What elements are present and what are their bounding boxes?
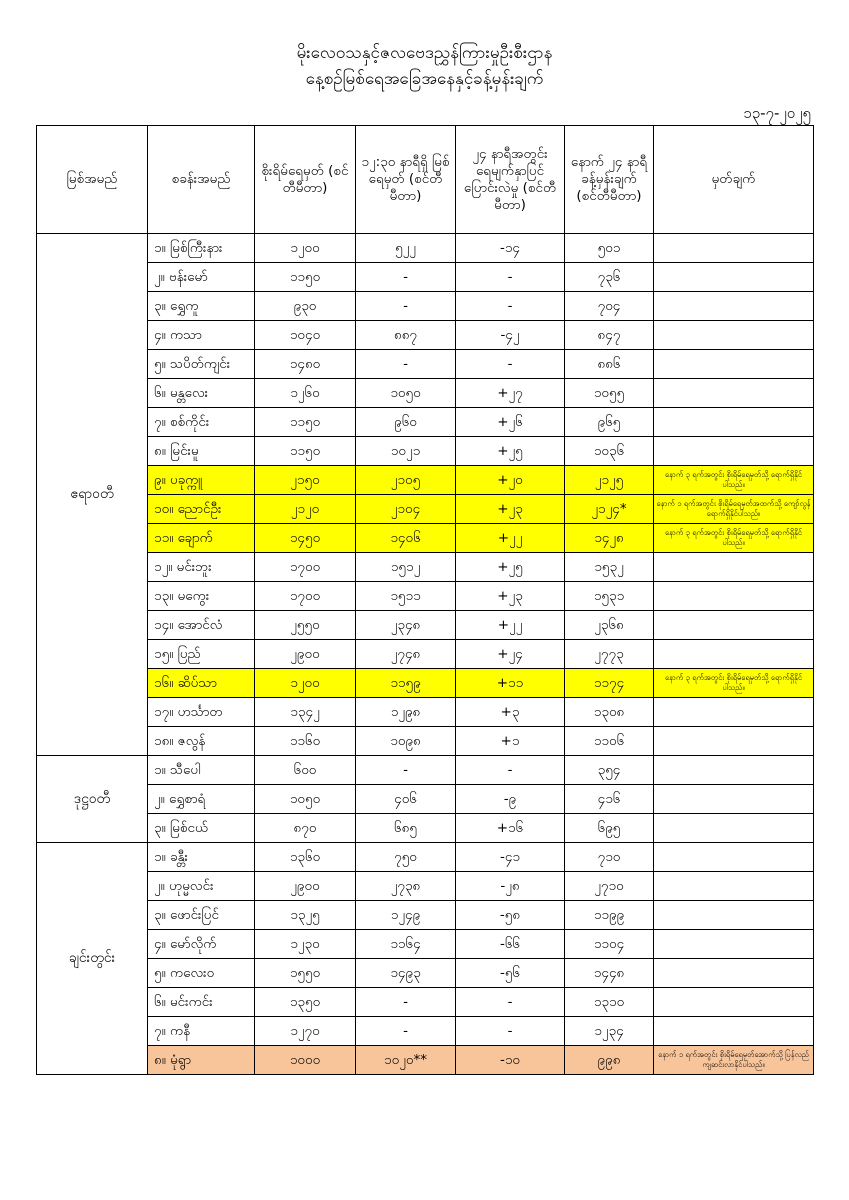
station-cell: ၁။ သီပေါ <box>148 756 255 785</box>
remark-cell <box>654 408 814 437</box>
col-remarks: မှတ်ချက် <box>654 126 814 234</box>
station-cell: ၁။ ခန္တီး <box>148 843 255 872</box>
remark-cell <box>654 727 814 756</box>
station-cell: ၆။ မန္တလေး <box>148 379 255 408</box>
current-level-cell: ၁၀၅၀ <box>356 379 456 408</box>
current-level-cell: ၁၄၀၆ <box>356 524 456 553</box>
org-title: မိုးလေဝသနှင့်ဇလဗေဒညွှန်ကြားမှုဦးစီးဌာန <box>296 43 553 63</box>
river-level-table <box>36 125 814 1075</box>
danger-level-cell: ၁၅၅၀ <box>255 959 356 988</box>
forecast-cell: ၂၃၆၈ <box>565 611 654 640</box>
remark-cell: နောက် ၃ ရက်အတွင်း စိုးရိမ်ရေမှတ်သို့ ရောက်ရှိနိုင်ပါသည်။ <box>654 524 814 553</box>
table-row <box>37 582 814 611</box>
danger-level-cell: ၆၀၀ <box>255 756 356 785</box>
current-level-cell: ၁၁၅၉ <box>356 669 456 698</box>
remark-cell <box>654 698 814 727</box>
current-level-cell: ၈၈၇ <box>356 321 456 350</box>
table-row <box>37 495 814 524</box>
table-row <box>37 611 814 640</box>
table-row <box>37 843 814 872</box>
remark-cell <box>654 814 814 843</box>
current-level-cell: ၅၂၂ <box>356 234 456 263</box>
danger-level-cell: ၁၂၇၀ <box>255 1017 356 1046</box>
change-cell: - <box>456 988 565 1017</box>
forecast-cell: ၁၁၇၄ <box>565 669 654 698</box>
station-cell: ၇။ ကနီ <box>148 1017 255 1046</box>
danger-level-cell: ၁၂၀၀ <box>255 669 356 698</box>
current-level-cell: ၂၃၄၈ <box>356 611 456 640</box>
table-row <box>37 727 814 756</box>
current-level-cell: ၂၁၀၄ <box>356 495 456 524</box>
table-row <box>37 466 814 495</box>
remark-cell <box>654 263 814 292</box>
station-cell: ၄။ မော်လိုက် <box>148 930 255 959</box>
forecast-cell: ၂၁၂၄* <box>565 495 654 524</box>
station-cell: ၈။ မုံရွာ <box>148 1046 255 1075</box>
change-cell: -၄၂ <box>456 321 565 350</box>
table-row <box>37 292 814 321</box>
table-row <box>37 408 814 437</box>
forecast-cell: ၁၄၄၈ <box>565 959 654 988</box>
current-level-cell: - <box>356 988 456 1017</box>
forecast-cell: ၈၈၆ <box>565 350 654 379</box>
remark-cell: နောက် ၃ ရက်အတွင်း စိုးရိမ်ရေမှတ်သို့ ရောက်ရှိနိုင်ပါသည်။ <box>654 466 814 495</box>
river-name-cell: ဧရာဝတီ <box>37 234 148 756</box>
station-cell: ၅။ သပိတ်ကျင်း <box>148 350 255 379</box>
col-station: စခန်းအမည် <box>148 126 255 234</box>
danger-level-cell: ၁၁၅၀ <box>255 263 356 292</box>
danger-level-cell: ၁၀၄၀ <box>255 321 356 350</box>
station-cell: ၃။ မြစ်ငယ် <box>148 814 255 843</box>
station-cell: ၂။ ဗန်းမော် <box>148 263 255 292</box>
danger-level-cell: ၁၀၀၀ <box>255 1046 356 1075</box>
remark-cell <box>654 611 814 640</box>
remark-cell <box>654 785 814 814</box>
change-cell: +၁ <box>456 727 565 756</box>
remark-cell <box>654 553 814 582</box>
change-cell: -၅၈ <box>456 901 565 930</box>
remark-cell <box>654 872 814 901</box>
remark-cell <box>654 582 814 611</box>
river-name-cell: ဒုဋ္ဌဝတီ <box>37 756 148 843</box>
change-cell: - <box>456 292 565 321</box>
change-cell: -၁၄ <box>456 234 565 263</box>
station-cell: ၂။ ရွှေစာရံ <box>148 785 255 814</box>
station-cell: ၃။ ရွှေကူ <box>148 292 255 321</box>
current-level-cell: ၇၅၀ <box>356 843 456 872</box>
header-row <box>37 126 814 234</box>
current-level-cell: ၁၁၆၄ <box>356 930 456 959</box>
forecast-cell: ၁၀၃၆ <box>565 437 654 466</box>
table-row <box>37 1017 814 1046</box>
change-cell: +၂၀ <box>456 466 565 495</box>
change-cell: +၂၆ <box>456 408 565 437</box>
table-row <box>37 379 814 408</box>
current-level-cell: ၂၇၃၈ <box>356 872 456 901</box>
forecast-cell: ၁၄၂၈ <box>565 524 654 553</box>
change-cell: +၂၄ <box>456 640 565 669</box>
forecast-cell: ၂၇၁၀ <box>565 872 654 901</box>
forecast-cell: ၇၁၀ <box>565 843 654 872</box>
change-cell: - <box>456 350 565 379</box>
col-danger-level: စိုးရိမ်ရေမှတ် (စင်တီမီတာ) <box>255 126 356 234</box>
remark-cell <box>654 988 814 1017</box>
station-cell: ၃။ ဖောင်းပြင် <box>148 901 255 930</box>
table-row <box>37 785 814 814</box>
forecast-cell: ၁၅၃၂ <box>565 553 654 582</box>
forecast-cell: ၂၁၂၅ <box>565 466 654 495</box>
station-cell: ၁။ မြစ်ကြီးနား <box>148 234 255 263</box>
remark-cell <box>654 901 814 930</box>
station-cell: ၄။ ကသာ <box>148 321 255 350</box>
table-row <box>37 437 814 466</box>
col-forecast: နောက် ၂၄ နာရီ ခန့်မှန်းချက် (စင်တီမီတာ) <box>565 126 654 234</box>
station-cell: ၈။ မြင်းမူ <box>148 437 255 466</box>
forecast-cell: ၉၆၅ <box>565 408 654 437</box>
current-level-cell: ၆၈၅ <box>356 814 456 843</box>
change-cell: -၆၆ <box>456 930 565 959</box>
danger-level-cell: ၂၉၀၀ <box>255 872 356 901</box>
table-row <box>37 669 814 698</box>
change-cell: -၁၀ <box>456 1046 565 1075</box>
danger-level-cell: ၂၁၅၀ <box>255 466 356 495</box>
table-row <box>37 640 814 669</box>
forecast-cell: ၆၉၅ <box>565 814 654 843</box>
table-row <box>37 901 814 930</box>
current-level-cell: - <box>356 756 456 785</box>
change-cell: +၂၅ <box>456 553 565 582</box>
danger-level-cell: ၁၃၆၀ <box>255 843 356 872</box>
col-current-level: ၁၂:၃၀ နာရီရှိ မြစ်ရေမှတ် (စင်တီမီတာ) <box>356 126 456 234</box>
current-level-cell: ၁၅၁၁ <box>356 582 456 611</box>
station-cell: ၂။ ဟုမ္မလင်း <box>148 872 255 901</box>
forecast-cell: ၁၃၁၀ <box>565 988 654 1017</box>
danger-level-cell: ၁၂၆၀ <box>255 379 356 408</box>
danger-level-cell: ၁၁၅၀ <box>255 437 356 466</box>
station-cell: ၁၅။ ပြည် <box>148 640 255 669</box>
station-cell: ၁၄။ အောင်လံ <box>148 611 255 640</box>
station-cell: ၁၇။ ဟင်္သာတ <box>148 698 255 727</box>
danger-level-cell: ၂၅၅၀ <box>255 611 356 640</box>
table-row <box>37 553 814 582</box>
station-cell: ၆။ မင်းကင်း <box>148 988 255 1017</box>
table-row <box>37 234 814 263</box>
remark-cell <box>654 930 814 959</box>
table-row <box>37 263 814 292</box>
station-cell: ၇။ စစ်ကိုင်း <box>148 408 255 437</box>
danger-level-cell: ၁၄၅၀ <box>255 524 356 553</box>
change-cell: -၉ <box>456 785 565 814</box>
danger-level-cell: ၁၁၆၀ <box>255 727 356 756</box>
station-cell: ၁၁။ ချောက် <box>148 524 255 553</box>
table-row <box>37 872 814 901</box>
danger-level-cell: ၂၁၂၀ <box>255 495 356 524</box>
danger-level-cell: ၁၂၃၀ <box>255 930 356 959</box>
forecast-cell: ၁၁၀၆ <box>565 727 654 756</box>
remark-cell <box>654 959 814 988</box>
remark-cell <box>654 640 814 669</box>
change-cell: -၄၁ <box>456 843 565 872</box>
change-cell: -၂၈ <box>456 872 565 901</box>
danger-level-cell: ၁၂၀၀ <box>255 234 356 263</box>
table-row <box>37 350 814 379</box>
forecast-cell: ၈၄၇ <box>565 321 654 350</box>
remark-cell <box>654 379 814 408</box>
table-row <box>37 1046 814 1075</box>
forecast-cell: ၄၁၆ <box>565 785 654 814</box>
col-river: မြစ်အမည် <box>37 126 148 234</box>
danger-level-cell: ၁၇၀၀ <box>255 582 356 611</box>
table-row <box>37 524 814 553</box>
forecast-cell: ၇၀၄ <box>565 292 654 321</box>
remark-cell <box>654 234 814 263</box>
change-cell: +၂၅ <box>456 437 565 466</box>
remark-cell: နောက် ၁ ရက်အတွင်း စိုးရိမ်ရေမှတ်အောက်သို့ ပြန်လည်ကျဆင်းလာနိုင်ပါသည်။ <box>654 1046 814 1075</box>
station-cell: ၅။ ကလေးဝ <box>148 959 255 988</box>
forecast-cell: ၉၉၈ <box>565 1046 654 1075</box>
change-cell: +၂၃ <box>456 495 565 524</box>
current-level-cell: ၁၀၂၀** <box>356 1046 456 1075</box>
forecast-cell: ၂၇၇၃ <box>565 640 654 669</box>
danger-level-cell: ၈၇၀ <box>255 814 356 843</box>
danger-level-cell: ၁၄၈၀ <box>255 350 356 379</box>
remark-cell: နောက် ၁ ရက်အတွင်း စိုးရိမ်ရေမှတ်အထက်သို့ ကျော်လွန်ရောက်ရှိနိုင်ပါသည်။ <box>654 495 814 524</box>
remark-cell <box>654 437 814 466</box>
report-date: ၁၃-၇-၂၀၂၅ <box>743 104 811 122</box>
forecast-cell: ၁၂၃၄ <box>565 1017 654 1046</box>
change-cell: +၂၂ <box>456 611 565 640</box>
current-level-cell: ၂၁၀၅ <box>356 466 456 495</box>
current-level-cell: ၁၄၉၃ <box>356 959 456 988</box>
current-level-cell: ၁၀၉၈ <box>356 727 456 756</box>
forecast-cell: ၁၁၀၄ <box>565 930 654 959</box>
remark-cell <box>654 292 814 321</box>
current-level-cell: ၁၂၉၈ <box>356 698 456 727</box>
current-level-cell: - <box>356 263 456 292</box>
change-cell: +၃ <box>456 698 565 727</box>
forecast-cell: ၃၅၄ <box>565 756 654 785</box>
station-cell: ၁၆။ ဆိပ်သာ <box>148 669 255 698</box>
current-level-cell: ၁၅၁၂ <box>356 553 456 582</box>
danger-level-cell: ၁၃၅၀ <box>255 988 356 1017</box>
forecast-cell: ၁၃၀၈ <box>565 698 654 727</box>
remark-cell <box>654 756 814 785</box>
danger-level-cell: ၁၃၂၅ <box>255 901 356 930</box>
danger-level-cell: ၂၉၀၀ <box>255 640 356 669</box>
danger-level-cell: ၁၁၅၀ <box>255 408 356 437</box>
current-level-cell: ၁၀၂၁ <box>356 437 456 466</box>
change-cell: +၂၂ <box>456 524 565 553</box>
danger-level-cell: ၁၃၄၂ <box>255 698 356 727</box>
change-cell: - <box>456 756 565 785</box>
current-level-cell: ၉၆၀ <box>356 408 456 437</box>
danger-level-cell: ၁၀၅၀ <box>255 785 356 814</box>
table-row <box>37 988 814 1017</box>
change-cell: +၂၇ <box>456 379 565 408</box>
current-level-cell: ၁၂၄၉ <box>356 901 456 930</box>
station-cell: ၁၀။ ညောင်ဦး <box>148 495 255 524</box>
change-cell: +၂၃ <box>456 582 565 611</box>
river-name-cell: ချင်းတွင်း <box>37 843 148 1075</box>
remark-cell <box>654 350 814 379</box>
danger-level-cell: ၁၇၀၀ <box>255 553 356 582</box>
col-change: ၂၄ နာရီအတွင်း ရေမျက်နှာပြင် ပြောင်းလဲမှု (စင်တီမီတာ) <box>456 126 565 234</box>
station-cell: ၁၈။ ဇလွန် <box>148 727 255 756</box>
forecast-cell: ၅၀၁ <box>565 234 654 263</box>
current-level-cell: - <box>356 292 456 321</box>
station-cell: ၁၂။ မင်းဘူး <box>148 553 255 582</box>
station-cell: ၁၃။ မကွေး <box>148 582 255 611</box>
current-level-cell: - <box>356 1017 456 1046</box>
table-row <box>37 814 814 843</box>
change-cell: +၁၆ <box>456 814 565 843</box>
station-cell: ၉။ ပခုက္ကူ <box>148 466 255 495</box>
forecast-cell: ၇၃၆ <box>565 263 654 292</box>
report-title: နေ့စဉ်မြစ်ရေအခြေအနေနှင့်ခန့်မှန်းချက် <box>305 69 544 89</box>
table-row <box>37 959 814 988</box>
current-level-cell: ၂၇၄၈ <box>356 640 456 669</box>
danger-level-cell: ၉၃၀ <box>255 292 356 321</box>
current-level-cell: - <box>356 350 456 379</box>
table-row <box>37 321 814 350</box>
remark-cell <box>654 321 814 350</box>
change-cell: +၁၁ <box>456 669 565 698</box>
remark-cell <box>654 843 814 872</box>
table-row <box>37 756 814 785</box>
change-cell: - <box>456 263 565 292</box>
current-level-cell: ၄၀၆ <box>356 785 456 814</box>
remark-cell: နောက် ၃ ရက်အတွင်း စိုးရိမ်ရေမှတ်သို့ ရောက်ရှိနိုင်ပါသည်။ <box>654 669 814 698</box>
change-cell: -၅၆ <box>456 959 565 988</box>
forecast-cell: ၁၅၃၁ <box>565 582 654 611</box>
forecast-cell: ၁၁၉၉ <box>565 901 654 930</box>
change-cell: - <box>456 1017 565 1046</box>
table-row <box>37 930 814 959</box>
table-row <box>37 698 814 727</box>
forecast-cell: ၁၀၅၅ <box>565 379 654 408</box>
remark-cell <box>654 1017 814 1046</box>
